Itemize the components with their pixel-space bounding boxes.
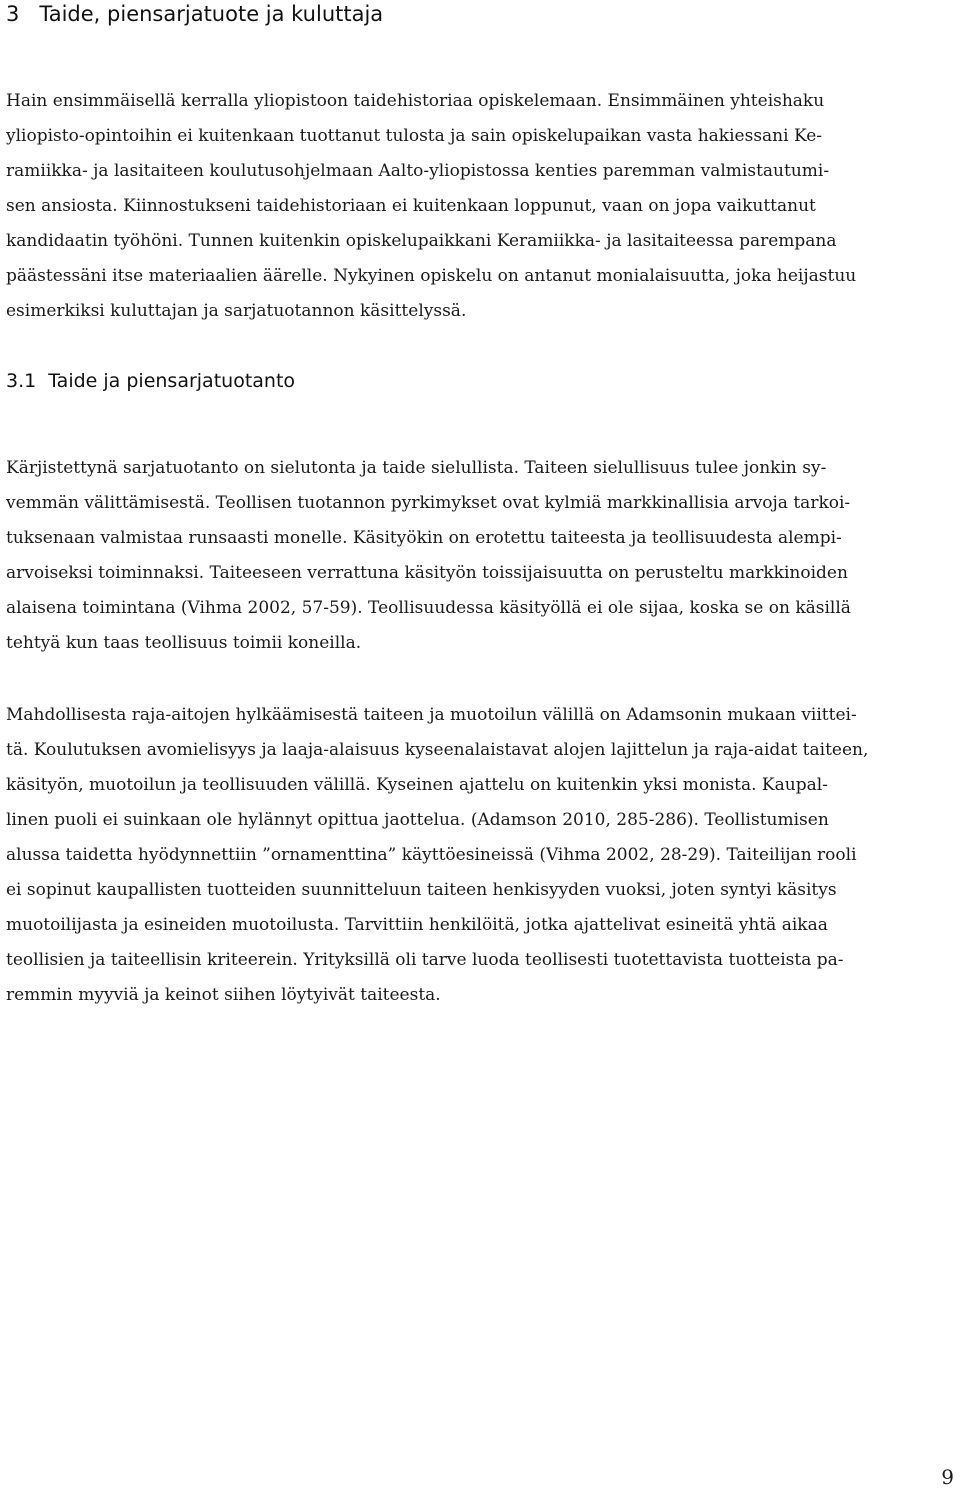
chapter-heading xyxy=(6,0,383,28)
paragraph-line: päästessäni itse materiaalien äärelle. Nykyinen opiskelu on antanut monialaisuutta, joka heijastuu xyxy=(6,266,857,286)
section-number: 3.1 xyxy=(6,370,37,392)
page-number: 9 xyxy=(941,1465,954,1489)
paragraph-line: tehtyä kun taas teollisuus toimii koneilla. xyxy=(6,633,362,653)
paragraph-line: linen puoli ei suinkaan ole hylännyt opittua jaottelua. (Adamson 2010, 285-286). Teollistumisen xyxy=(6,810,829,830)
paragraph-line: ramiikka- ja lasitaiteen koulutusohjelmaan Aalto-yliopistossa kenties paremman valmistautumi- xyxy=(6,161,830,181)
paragraph-line: tuksenaan valmistaa runsaasti monelle. Käsityökin on erotettu taiteesta ja teollisuudesta alempi- xyxy=(6,528,842,548)
paragraph-line: remmin myyviä ja keinot siihen löytyivät taiteesta. xyxy=(6,985,441,1005)
paragraph-3 xyxy=(6,698,868,1013)
section-heading xyxy=(6,367,295,395)
paragraph-line: sen ansiosta. Kiinnostukseni taidehistoriaan ei kuitenkaan loppunut, vaan on jopa vaikuttanut xyxy=(6,196,816,216)
section-title: Taide ja piensarjatuotanto xyxy=(48,370,296,392)
chapter-title: Taide, piensarjatuote ja kuluttaja xyxy=(39,2,384,26)
paragraph-line: muotoilijasta ja esineiden muotoilusta. Tarvittiin henkilöitä, jotka ajattelivat esineitä yhtä aikaa xyxy=(6,915,828,935)
paragraph-line: tä. Koulutuksen avomielisyys ja laaja-alaisuus kyseenalaistavat alojen lajittelun ja raja-aidat taiteen, xyxy=(6,740,869,760)
paragraph-line: alussa taidetta hyödynnettiin ”ornamenttina” käyttöesineissä (Vihma 2002, 28-29). Taiteilijan rooli xyxy=(6,845,857,865)
paragraph-line: kandidaatin työhöni. Tunnen kuitenkin opiskelupaikkani Keramiikka- ja lasitaiteessa parempana xyxy=(6,231,837,251)
paragraph-line: vemmän välittämisestä. Teollisen tuotannon pyrkimykset ovat kylmiä markkinallisia arvoja tarkoi- xyxy=(6,493,851,513)
paragraph-line: yliopisto-opintoihin ei kuitenkaan tuottanut tulosta ja sain opiskelupaikan vasta hakiessani Ke- xyxy=(6,126,823,146)
chapter-number: 3 xyxy=(6,2,20,26)
paragraph-line: ei sopinut kaupallisten tuotteiden suunnitteluun taiteen henkisyyden vuoksi, joten syntyi käsitys xyxy=(6,880,837,900)
paragraph-line: Mahdollisesta raja-aitojen hylkäämisestä taiteen ja muotoilun välillä on Adamsonin mukaan viittei- xyxy=(6,705,857,725)
paragraph-2 xyxy=(6,451,851,661)
paragraph-line: esimerkiksi kuluttajan ja sarjatuotannon käsittelyssä. xyxy=(6,301,467,321)
paragraph-line: Kärjistettynä sarjatuotanto on sielutonta ja taide sielullista. Taiteen sielullisuus tulee jonkin sy- xyxy=(6,458,827,478)
paragraph-line: alaisena toimintana (Vihma 2002, 57-59). Teollisuudessa käsityöllä ei ole sijaa, koska se on käsillä xyxy=(6,598,851,618)
paragraph-line: Hain ensimmäisellä kerralla yliopistoon taidehistoriaa opiskelemaan. Ensimmäinen yhteishaku xyxy=(6,91,825,111)
paragraph-line: käsityön, muotoilun ja teollisuuden välillä. Kyseinen ajattelu on kuitenkin yksi monista. Kaupal- xyxy=(6,775,828,795)
paragraph-line: arvoiseksi toiminnaksi. Taiteeseen verrattuna käsityön toissijaisuutta on perusteltu markkinoiden xyxy=(6,563,848,583)
paragraph-1 xyxy=(6,84,856,329)
paragraph-line: teollisien ja taiteellisin kriteerein. Yrityksillä oli tarve luoda teollisesti tuotettavista tuotteista pa- xyxy=(6,950,844,970)
